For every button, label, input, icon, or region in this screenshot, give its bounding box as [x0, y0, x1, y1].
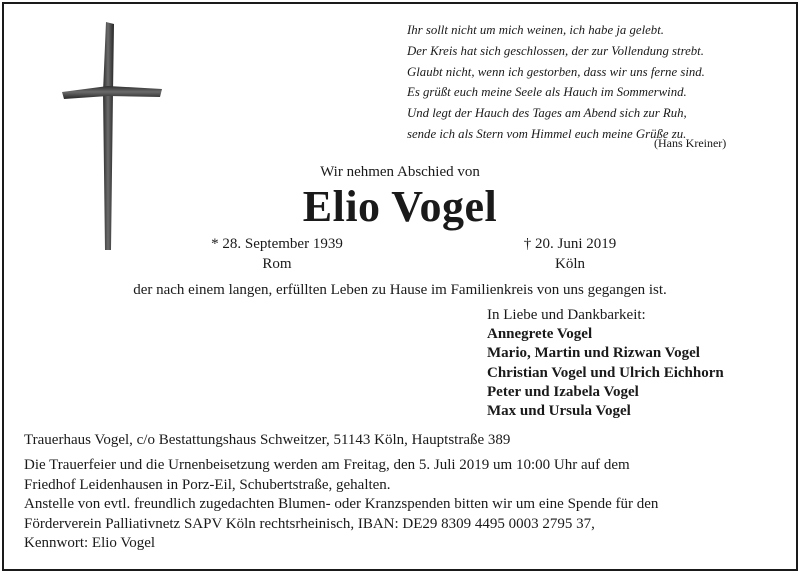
service-line: Die Trauerfeier und die Urnenbeisetzung werden am Freitag, den 5. Juli 2019 um 10:00 Uhr auf dem [24, 457, 630, 473]
birth-date: * 28. September 1939 [211, 236, 343, 252]
mourner-name: Peter und Izabela Vogel [487, 383, 639, 400]
poem-author: (Hans Kreiner) [654, 136, 727, 150]
poem-line: Der Kreis hat sich geschlossen, der zur Vollendung strebt. [407, 43, 704, 58]
mourner-name: Mario, Martin und Rizwan Vogel [487, 345, 700, 362]
mourner-name: Christian Vogel und Ulrich Eichhorn [487, 364, 724, 381]
service-line: Kennwort: Elio Vogel [24, 535, 156, 552]
service-details [24, 456, 784, 554]
birth-place: Rom [262, 256, 292, 272]
poem-line: Glaubt nicht, wenn ich gestorben, dass wir uns ferne sind. [407, 64, 705, 79]
poem-line: Ihr sollt nicht um mich weinen, ich habe ja gelebt. [407, 23, 664, 37]
narrative-text: der nach einem langen, erfüllten Leben zu Hause im Familienkreis von uns gegangen ist. [133, 282, 667, 298]
service-line: Förderverein Palliativnetz SAPV Köln rechtsrheinisch, IBAN: DE29 8309 4495 0003 2795 37, [24, 515, 595, 532]
death-place: Köln [555, 256, 585, 272]
mourner-name: Annegrete Vogel [487, 326, 593, 343]
mourners-heading: In Liebe und Dankbarkeit: [487, 307, 646, 323]
service-line: Friedhof Leidenhausen in Porz-Eil, Schubertstraße, gehalten. [24, 476, 391, 493]
poem-line: Es grüßt euch meine Seele als Hauch im Sommerwind. [407, 85, 687, 100]
funeral-home-address: Trauerhaus Vogel, c/o Bestattungshaus Schweitzer, 51143 Köln, Hauptstraße 389 [24, 432, 511, 448]
intro-text: Wir nehmen Abschied von [320, 164, 480, 180]
poem-line: sende ich als Stern vom Himmel euch meine Grüße zu. [407, 126, 687, 141]
poem-line: Und legt der Hauch des Tages am Abend sich zur Ruh, [407, 106, 687, 121]
mourner-name: Max und Ursula Vogel [487, 403, 631, 420]
death-info [510, 234, 630, 274]
deceased-name: Elio Vogel [302, 182, 498, 231]
birth-info [197, 234, 357, 274]
service-line: Anstelle von evtl. freundlich zugedachten Blumen- oder Kranzspenden bitten wir um eine Spende für den [24, 496, 659, 513]
poem [407, 20, 787, 145]
mourners-list [487, 306, 724, 421]
death-date: † 20. Juni 2019 [523, 236, 617, 252]
